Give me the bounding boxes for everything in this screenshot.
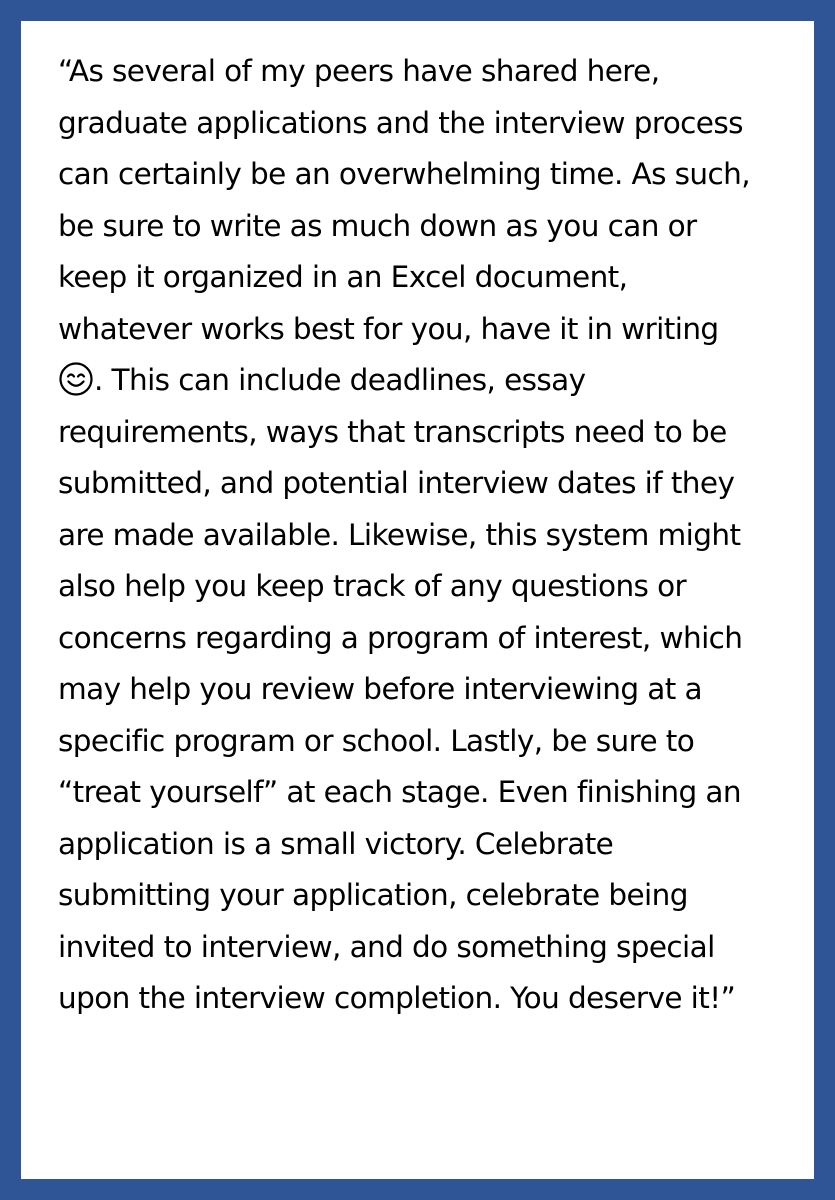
quote-line: concerns regarding a program of interest, which bbox=[58, 620, 743, 655]
quote-line: “As several of my peers have shared here, bbox=[58, 54, 660, 88]
quote-line: upon the interview completion. You deserve it!” bbox=[58, 981, 736, 1015]
quote-line: whatever works best for you, have it in writing bbox=[58, 311, 719, 346]
quote-line-text: . This can include deadlines, essay bbox=[94, 363, 586, 397]
quote-line: can certainly be an overwhelming time. As such, bbox=[58, 157, 751, 191]
quote-line: submitting your application, celebrate being bbox=[58, 878, 688, 912]
quote-line: “treat yourself” at each stage. Even finishing an bbox=[58, 775, 742, 809]
quote-line: specific program or school. Lastly, be sure to bbox=[58, 723, 695, 758]
smiling-face-icon bbox=[58, 361, 94, 397]
quote-line-with-emoji bbox=[58, 355, 835, 407]
quote-line: invited to interview, and do something special bbox=[58, 929, 715, 964]
quote-line: application is a small victory. Celebrate bbox=[58, 826, 614, 861]
quote-line: be sure to write as much down as you can or bbox=[58, 208, 697, 243]
quote-line: submitted, and potential interview dates if they bbox=[58, 466, 735, 500]
quote-line: graduate applications and the interview process bbox=[58, 105, 743, 140]
quote-line: keep it organized in an Excel document, bbox=[58, 260, 628, 294]
quote-text bbox=[58, 46, 835, 1025]
quote-line: requirements, ways that transcripts need to be bbox=[58, 414, 727, 449]
quote-line: also help you keep track of any questions or bbox=[58, 569, 687, 603]
quote-line: may help you review before interviewing at a bbox=[58, 672, 702, 706]
quote-line: are made available. Likewise, this system might bbox=[58, 517, 741, 552]
